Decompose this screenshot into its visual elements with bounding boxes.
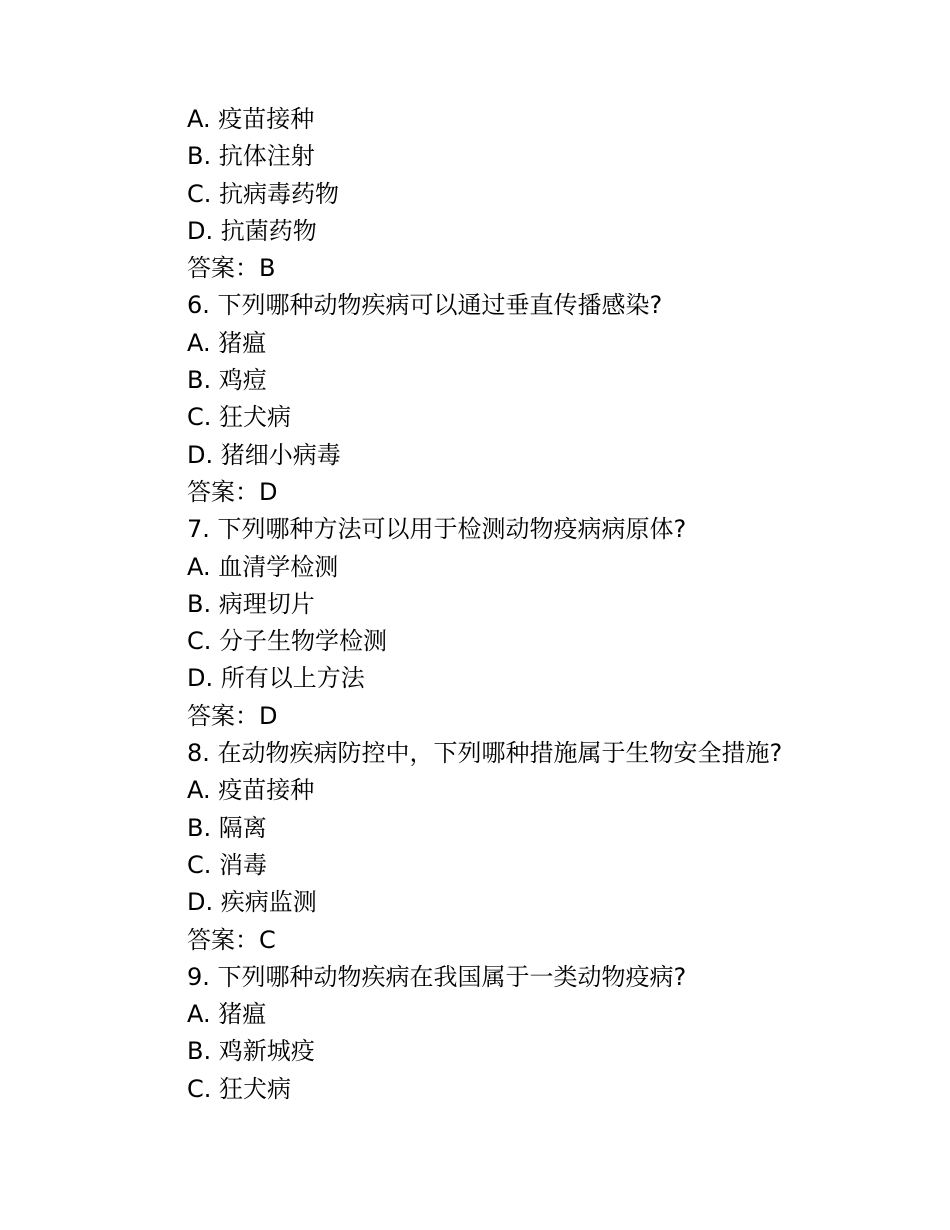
option-line: C. 消毒 [187, 850, 268, 879]
option-line: A. 猪瘟 [187, 1000, 267, 1029]
option-line: D. 所有以上方法 [187, 664, 365, 693]
answer-line: 答案：B [187, 254, 276, 283]
option-line: B. 抗体注射 [187, 142, 315, 171]
option-line: B. 隔离 [187, 813, 267, 842]
answer-line: 答案：D [187, 477, 278, 506]
option-line: C. 抗病毒药物 [187, 179, 340, 208]
option-line: A. 猪瘟 [187, 328, 267, 357]
document-body [187, 101, 887, 1108]
question-line: 6. 下列哪种动物疾病可以通过垂直传播感染? [187, 291, 663, 320]
option-line: D. 猪细小病毒 [187, 440, 341, 469]
option-line: B. 病理切片 [187, 589, 315, 618]
answer-line: 答案：C [187, 925, 276, 954]
option-line: D. 疾病监测 [187, 888, 317, 917]
option-line: D. 抗菌药物 [187, 216, 317, 245]
option-line: C. 分子生物学检测 [187, 627, 388, 656]
option-line: C. 狂犬病 [187, 1074, 292, 1103]
question-line: 8. 在动物疾病防控中，下列哪种措施属于生物安全措施? [187, 739, 783, 768]
option-line: B. 鸡新城疫 [187, 1037, 315, 1066]
option-line: A. 疫苗接种 [187, 105, 315, 133]
answer-line: 答案：D [187, 701, 278, 730]
question-line: 9. 下列哪种动物疾病在我国属于一类动物疫病? [187, 962, 687, 991]
option-line: A. 血清学检测 [187, 552, 339, 581]
question-line: 7. 下列哪种方法可以用于检测动物疫病病原体? [187, 515, 687, 544]
option-line: C. 狂犬病 [187, 403, 292, 432]
option-line: A. 疫苗接种 [187, 776, 315, 805]
option-line: B. 鸡痘 [187, 366, 267, 395]
